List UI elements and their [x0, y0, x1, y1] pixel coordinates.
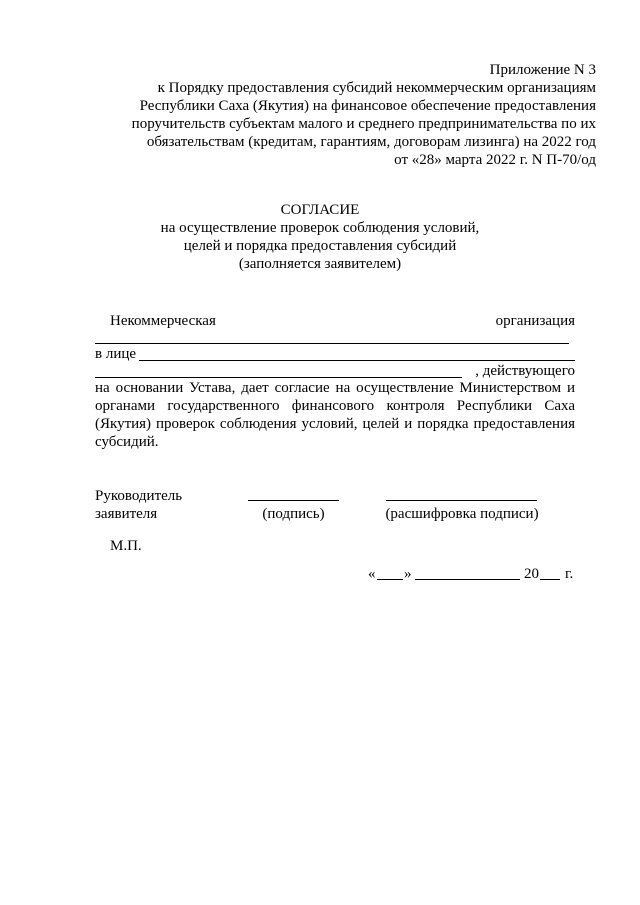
- head-label-2: заявителя: [95, 506, 158, 522]
- appendix-number: Приложение N 3: [489, 62, 596, 78]
- org-label-left: Некоммерческая: [110, 313, 216, 329]
- year-suffix: г.: [565, 566, 574, 582]
- decoding-caption: (расшифровка подписи): [385, 506, 539, 522]
- name-decoding-field[interactable]: [386, 500, 537, 501]
- header-line: к Порядку предоставления субсидий некоммерческим организациям: [157, 80, 596, 96]
- in-person-label: в лице: [95, 346, 137, 362]
- date-close-quote: »: [404, 566, 412, 582]
- header-line: поручительств субъектам малого и среднего предпринимательства по их: [131, 116, 596, 132]
- consent-text-line: органами государственного финансового контроля Республики Саха: [95, 398, 575, 414]
- header-line: Республики Саха (Якутия) на финансовое обеспечение предоставления: [139, 98, 596, 114]
- org-name-field[interactable]: [95, 343, 569, 344]
- consent-text-line: (Якутия) проверок соблюдения условий, целей и порядка предоставления: [95, 416, 575, 432]
- org-label-right: организация: [495, 313, 575, 329]
- head-label: Руководитель: [95, 488, 183, 504]
- year-field[interactable]: [540, 579, 560, 580]
- title-subline: на осуществление проверок соблюдения условий,: [160, 220, 480, 236]
- representative-field[interactable]: [139, 360, 575, 361]
- title-note: (заполняется заявителем): [238, 256, 402, 272]
- day-field[interactable]: [377, 579, 403, 580]
- date-open-quote: «: [368, 566, 376, 582]
- signature-caption: (подпись): [262, 506, 325, 522]
- acting-label: , действующего: [475, 363, 575, 379]
- year-prefix: 20: [524, 566, 539, 582]
- document-title: СОГЛАСИЕ: [280, 202, 360, 218]
- title-subline: целей и порядка предоставления субсидий: [183, 238, 457, 254]
- month-field[interactable]: [415, 579, 520, 580]
- stamp-placeholder: М.П.: [110, 538, 142, 554]
- header-line: обязательствам (кредитам, гарантиям, договорам лизинга) на 2022 год: [146, 134, 596, 150]
- representative-field-cont[interactable]: [95, 377, 462, 378]
- consent-text-line: на основании Устава, дает согласие на осуществление Министерством и: [95, 380, 575, 396]
- consent-text-line: субсидий.: [95, 434, 159, 450]
- signature-field[interactable]: [248, 500, 339, 501]
- header-line: от «28» марта 2022 г. N П-70/од: [394, 152, 596, 168]
